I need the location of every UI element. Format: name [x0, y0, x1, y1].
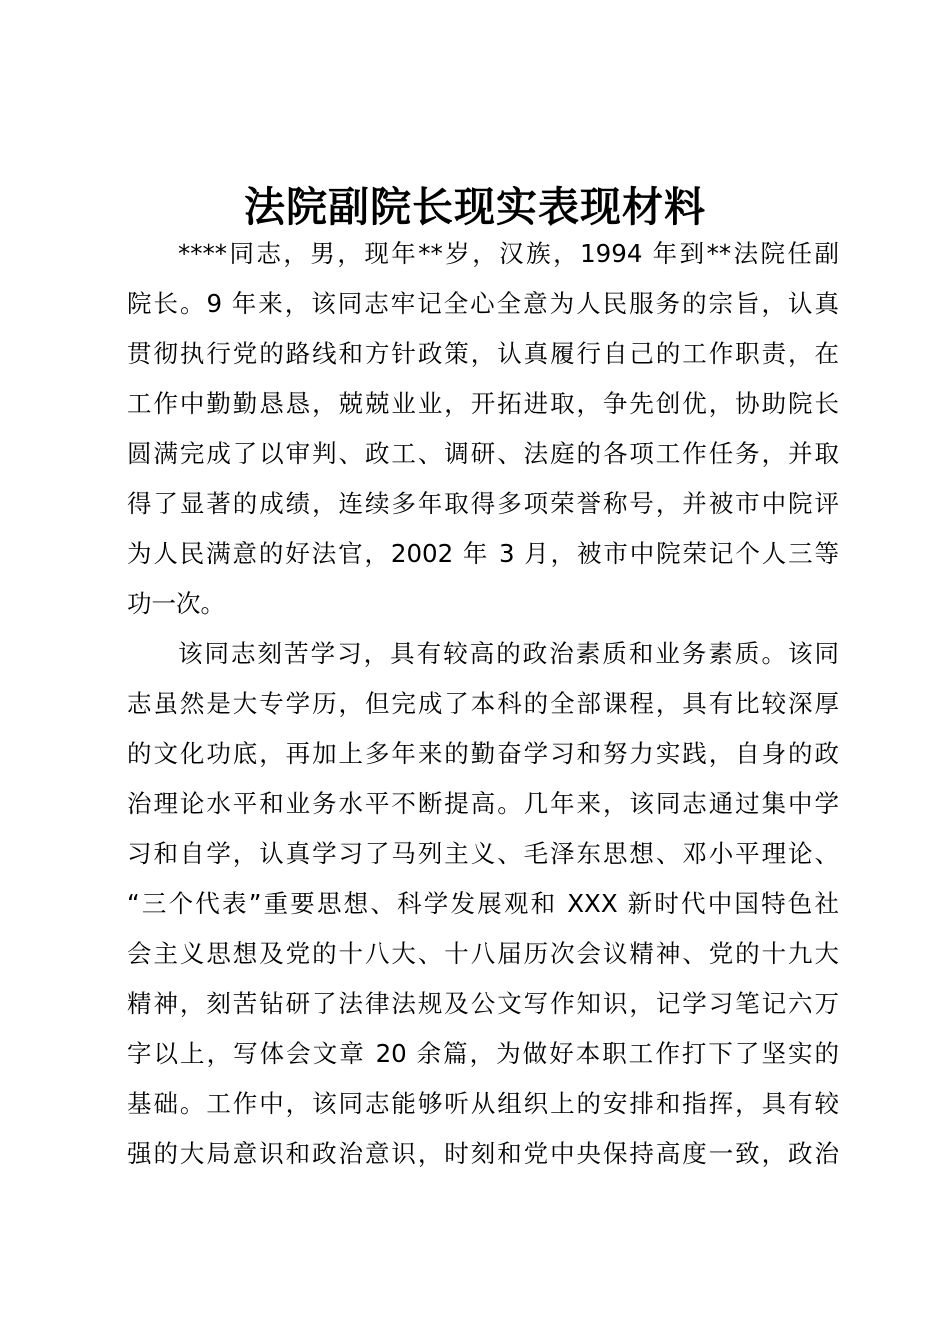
paragraph-1	[127, 229, 839, 629]
text-line: 志虽然是大专学历，但完成了本科的全部课程，具有比较深厚	[127, 689, 839, 718]
document-body	[127, 229, 839, 1179]
text-line: 的文化功底，再加上多年来的勤奋学习和努力实践，自身的政	[127, 739, 839, 768]
text-line: 字以上，写体会文章 20 余篇，为做好本职工作打下了坚实的	[127, 1039, 839, 1068]
text-line: “三个代表”重要思想、科学发展观和 XXX 新时代中国特色社	[127, 889, 839, 918]
text-line: 院长。9 年来，该同志牢记全心全意为人民服务的宗旨，认真	[127, 289, 839, 318]
text-line: 习和自学，认真学习了马列主义、毛泽东思想、邓小平理论、	[127, 839, 839, 868]
text-line: 强的大局意识和政治意识，时刻和党中央保持高度一致，政治	[127, 1139, 839, 1168]
text-line: 治理论水平和业务水平不断提高。几年来，该同志通过集中学	[127, 789, 839, 818]
text-line: 为人民满意的好法官，2002 年 3 月，被市中院荣记个人三等	[127, 539, 839, 568]
text-line: 工作中勤勤恳恳，兢兢业业，开拓进取，争先创优，协助院长	[127, 389, 839, 418]
text-line: 精神，刻苦钻研了法律法规及公文写作知识，记学习笔记六万	[127, 989, 839, 1018]
text-line: 该同志刻苦学习，具有较高的政治素质和业务素质。该同	[178, 639, 839, 668]
paragraph-2	[127, 629, 839, 1179]
text-line: 贯彻执行党的路线和方针政策，认真履行自己的工作职责，在	[127, 339, 839, 368]
text-line: 基础。工作中，该同志能够听从组织上的安排和指挥，具有较	[127, 1089, 839, 1118]
text-line: 圆满完成了以审判、政工、调研、法庭的各项工作任务，并取	[127, 439, 839, 468]
text-line: 会主义思想及党的十八大、十八届历次会议精神、党的十九大	[127, 939, 839, 968]
text-line: 得了显著的成绩，连续多年取得多项荣誉称号，并被市中院评	[127, 489, 839, 518]
document-title: 法院副院长现实表现材料	[244, 183, 706, 231]
text-line: 功一次。	[127, 589, 225, 618]
text-line: ****同志，男，现年**岁，汉族，1994 年到**法院任副	[178, 239, 839, 268]
